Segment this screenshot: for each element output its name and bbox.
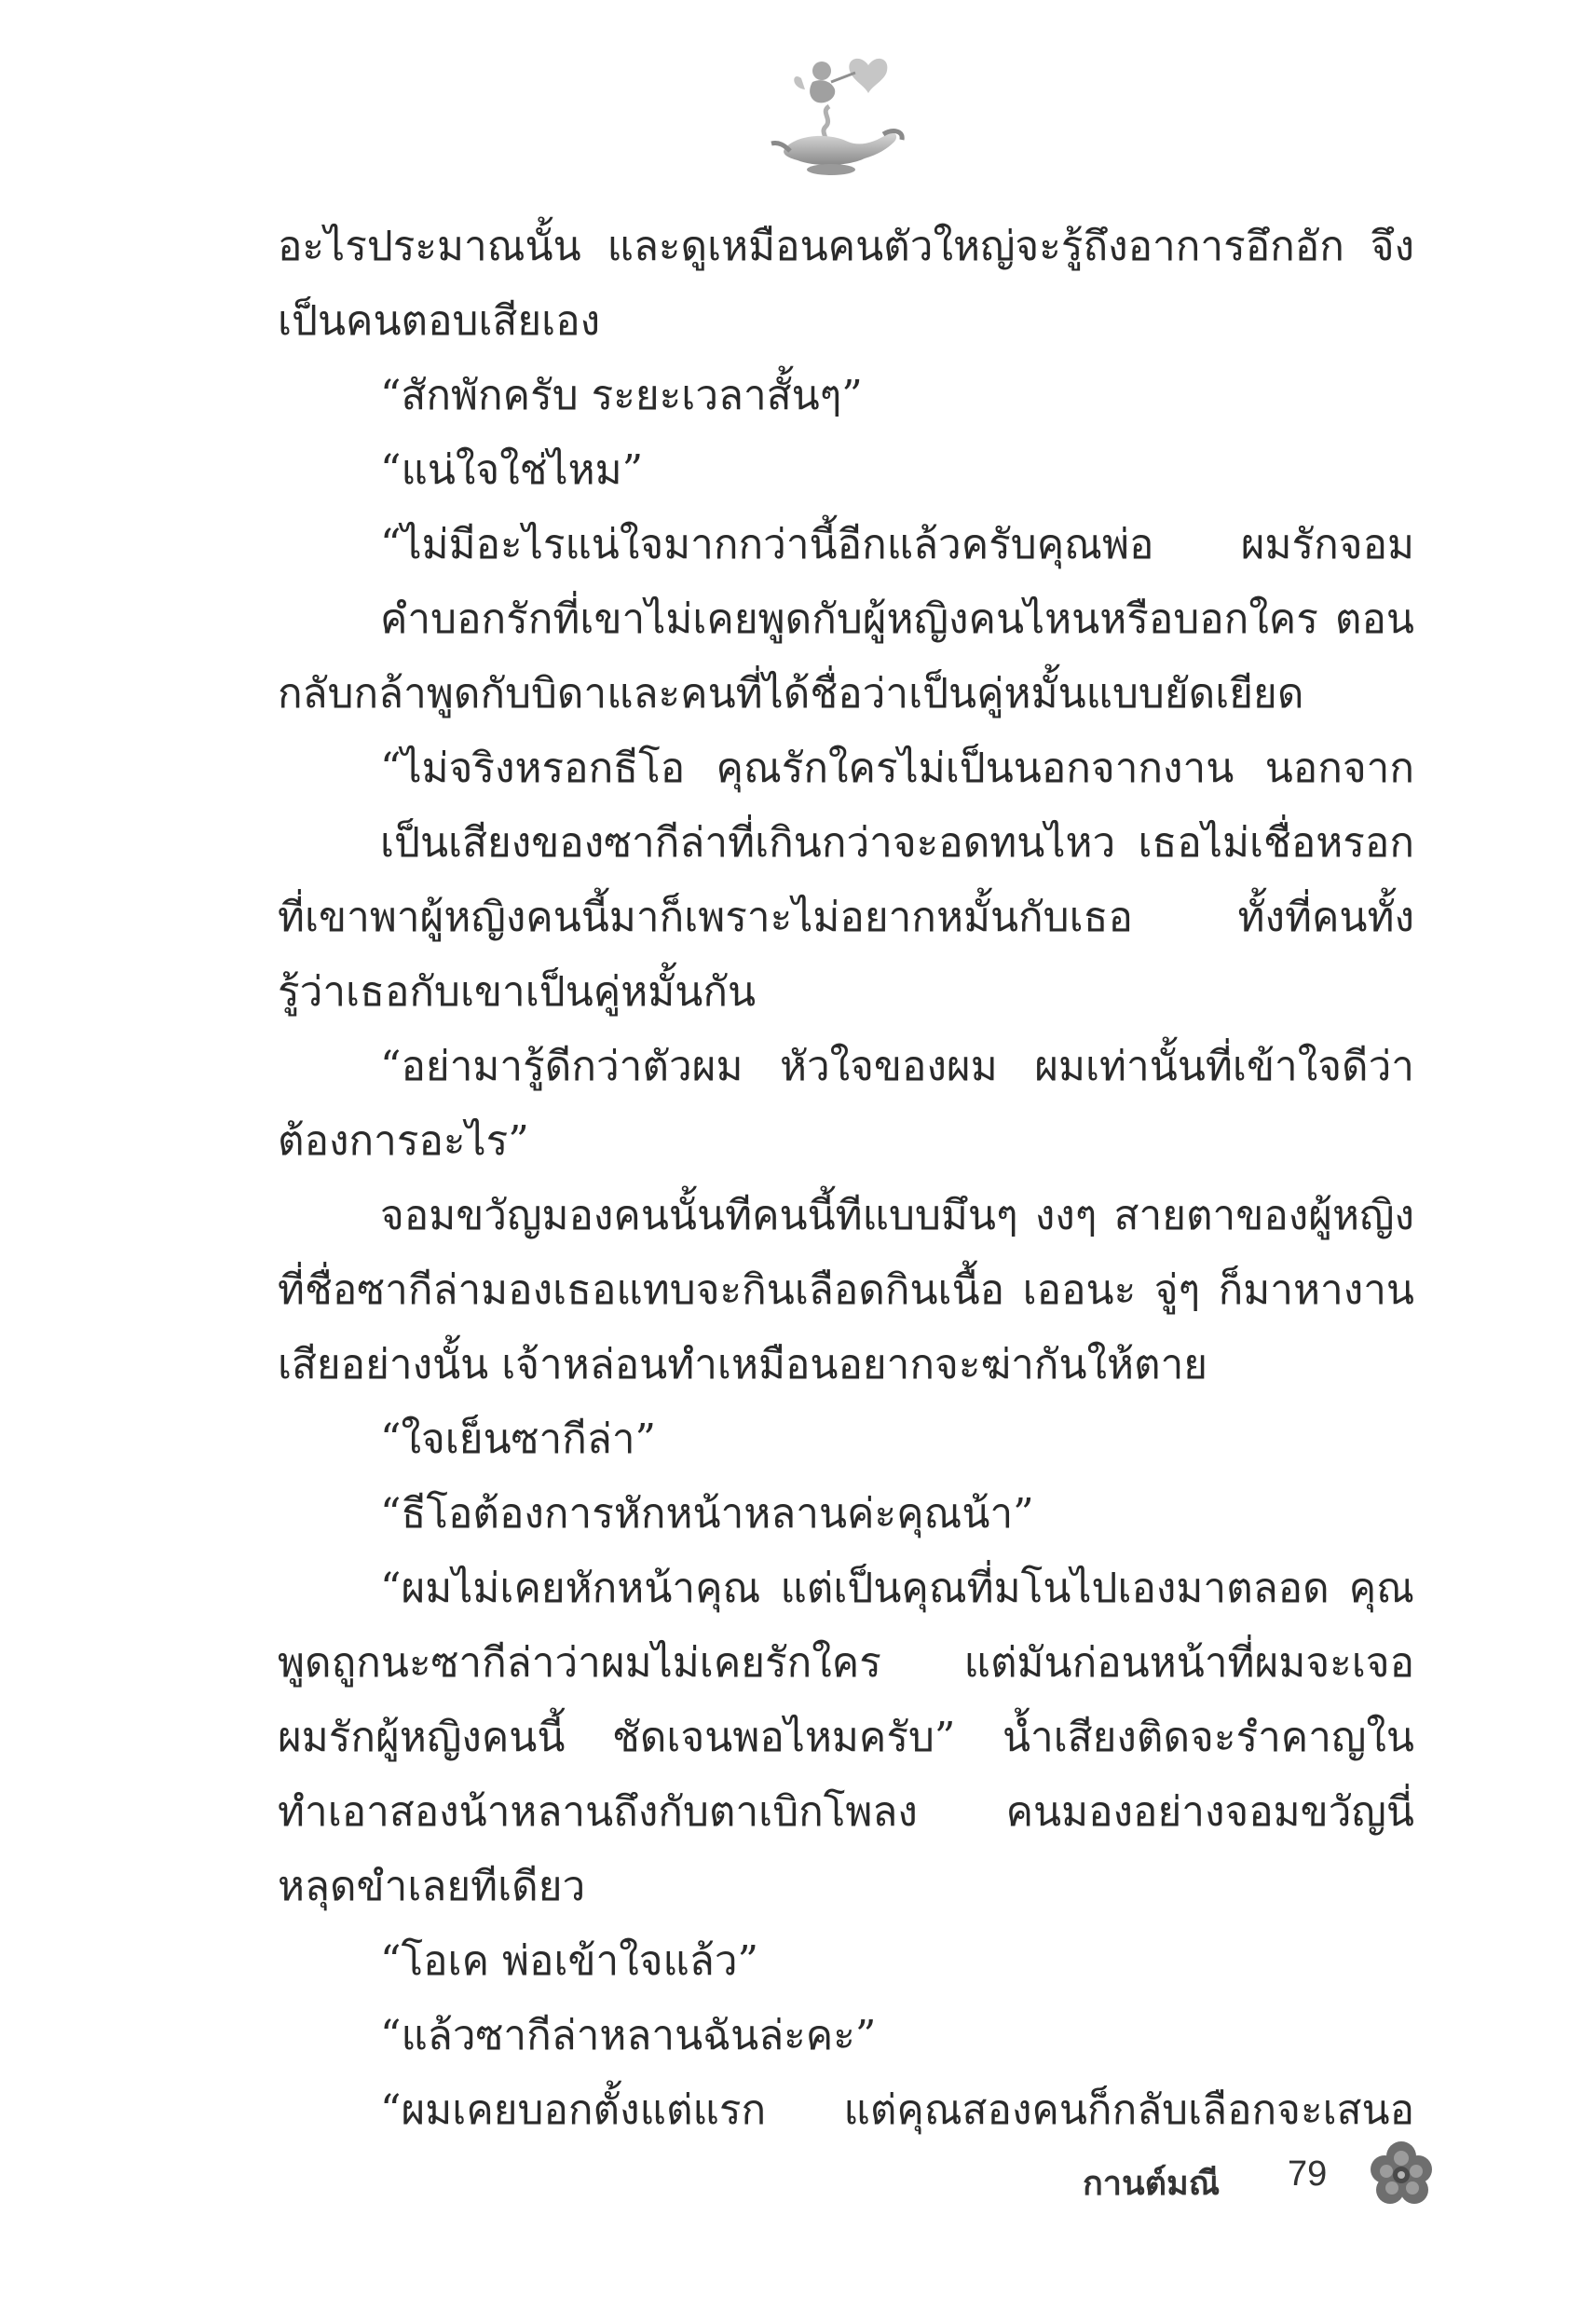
page-footer — [1025, 2134, 1472, 2218]
text-line: เป็นคนตอบเสียเอง — [278, 297, 601, 345]
text-line: “ไม่จริงหรอกธีโอ คุณรักใครไม่เป็นนอกจากงาน นอกจาก — [380, 745, 1414, 792]
text-line: จอมขวัญมองคนนั้นทีคนนี้ทีแบบมึนๆ งงๆ สายตาของผู้หญิง — [380, 1192, 1414, 1239]
text-line: ผมรักผู้หญิงคนนี้ ชัดเจนพอไหมครับ” น้ำเสียงติดจะรำคาญใน — [278, 1714, 1414, 1761]
body-text — [278, 210, 1414, 2148]
text-line: “ไม่มีอะไรแน่ใจมากกว่านี้อีกแล้วครับคุณพ่อ ผมรักจอม — [380, 521, 1414, 568]
text-line: ต้องการอะไร” — [278, 1117, 529, 1165]
text-line: “แล้วซากีล่าหลานฉันล่ะคะ” — [380, 2012, 877, 2059]
text-line: “แน่ใจใช่ไหม” — [380, 446, 644, 494]
text-line: พูดถูกนะซากีล่าว่าผมไม่เคยรักใคร แต่มันก่อนหน้าที่ผมจะเจอ — [278, 1639, 1414, 1687]
text-line: “ผมไม่เคยหักหน้าคุณ แต่เป็นคุณที่มโนไปเองมาตลอด คุณ — [380, 1565, 1414, 1612]
text-line: “สักพักครับ ระยะเวลาสั้นๆ” — [380, 372, 863, 419]
text-line: อะไรประมาณนั้น และดูเหมือนคนตัวใหญ่จะรู้ถึงอาการอึกอัก จึง — [278, 223, 1414, 270]
text-line: “อย่ามารู้ดีกว่าตัวผม หัวใจของผม ผมเท่านั้นที่เข้าใจดีว่า — [380, 1043, 1414, 1090]
text-line: เสียอย่างนั้น เจ้าหล่อนทำเหมือนอยากจะฆ่ากันให้ตาย — [278, 1341, 1208, 1388]
text-line: กลับกล้าพูดกับบิดาและคนที่ได้ชื่อว่าเป็นคู่หมั้นแบบยัดเยียด — [278, 670, 1304, 718]
text-line: ที่เขาพาผู้หญิงคนนี้มาก็เพราะไม่อยากหมั้นกับเธอ ทั้งที่คนทั้ง — [278, 894, 1414, 941]
text-line: รู้ว่าเธอกับเขาเป็นคู่หมั้นกัน — [278, 968, 757, 1016]
text-line: หลุดขำเลยทีเดียว — [278, 1863, 586, 1910]
text-line: “ผมเคยบอกตั้งแต่แรก แต่คุณสองคนก็กลับเลือกจะเสนอ — [380, 2086, 1414, 2134]
text-line: “ธีโอต้องการหักหน้าหลานค่ะคุณน้า” — [380, 1490, 1034, 1538]
text-line: ที่ชื่อซากีล่ามองเธอแทบจะกินเลือดกินเนื้อ เออนะ จู่ๆ ก็มาหางาน — [278, 1266, 1414, 1314]
text-line: ทำเอาสองน้าหลานถึงกับตาเบิกโพลง คนมองอย่างจอมขวัญนี่ — [278, 1788, 1414, 1836]
text-line: “โอเค พ่อเข้าใจแล้ว” — [380, 1937, 759, 1985]
text-line: คำบอกรักที่เขาไม่เคยพูดกับผู้หญิงคนไหนหรือบอกใคร ตอน — [380, 595, 1414, 643]
lamp-ornament-icon — [764, 45, 913, 185]
text-line: เป็นเสียงของซากีล่าที่เกินกว่าจะอดทนไหว เธอไม่เชื่อหรอก — [380, 819, 1414, 867]
book-title: กานต์มณี — [1083, 2165, 1221, 2203]
text-line: “ใจเย็นซากีล่า” — [380, 1415, 657, 1463]
page-number: 79 — [1288, 2154, 1328, 2194]
flower-ornament-icon — [1362, 2136, 1440, 2214]
